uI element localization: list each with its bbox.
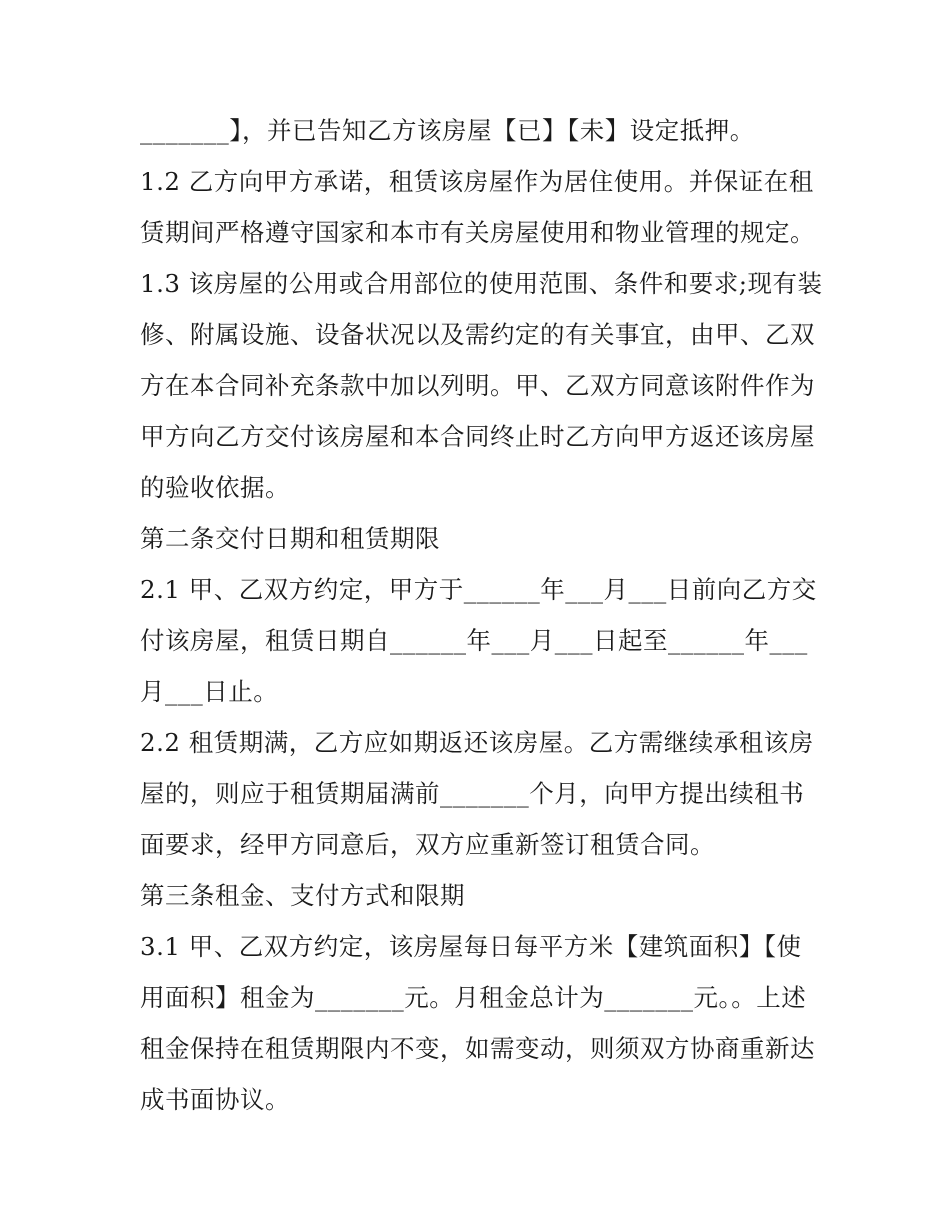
- clause-2-2-line: 2.2 租赁期满，乙方应如期返还该房屋。乙方需继续承租该房: [140, 728, 814, 757]
- text-line: _______】，并已告知乙方该房屋【已】【未】设定抵押。: [140, 116, 755, 145]
- text-line: 用面积】租金为_______元。月租金总计为_______元。。上述: [140, 983, 807, 1012]
- text-line: 屋的，则应于租赁期届满前_______个月，向甲方提出续租书: [140, 779, 805, 808]
- section-heading-article-3: 第三条租金、支付方式和限期: [140, 881, 465, 910]
- text-line: 面要求，经甲方同意后，双方应重新签订租赁合同。: [140, 830, 715, 859]
- clause-1-2-line: 1.2 乙方向甲方承诺，租赁该房屋作为居住使用。并保证在租: [140, 167, 814, 196]
- text-line: 付该房屋，租赁日期自______年___月___日起至______年___: [140, 626, 808, 655]
- text-line: 方在本合同补充条款中加以列明。甲、乙双方同意该附件作为: [140, 371, 815, 400]
- text-line: 甲方向乙方交付该房屋和本合同终止时乙方向甲方返还该房屋: [140, 422, 815, 451]
- clause-3-1-line: 3.1 甲、乙双方约定，该房屋每日每平方米【建筑面积】【使: [140, 932, 802, 961]
- section-heading-article-2: 第二条交付日期和租赁期限: [140, 524, 440, 553]
- text-line: 修、附属设施、设备状况以及需约定的有关事宜，由甲、乙双: [140, 320, 815, 349]
- text-line: 赁期间严格遵守国家和本市有关房屋使用和物业管理的规定。: [140, 218, 815, 247]
- clause-2-1-line: 2.1 甲、乙双方约定，甲方于______年___月___日前向乙方交: [140, 575, 817, 604]
- text-line: 租金保持在租赁期限内不变，如需变动，则须双方协商重新达: [140, 1034, 815, 1063]
- text-line: 月___日止。: [140, 677, 279, 706]
- document-body: [140, 105, 823, 1125]
- clause-1-3-line: 1.3 该房屋的公用或合用部位的使用范围、条件和要求;现有装: [140, 269, 823, 298]
- text-line: 的验收依据。: [140, 473, 290, 502]
- text-line: 成书面协议。: [140, 1085, 290, 1114]
